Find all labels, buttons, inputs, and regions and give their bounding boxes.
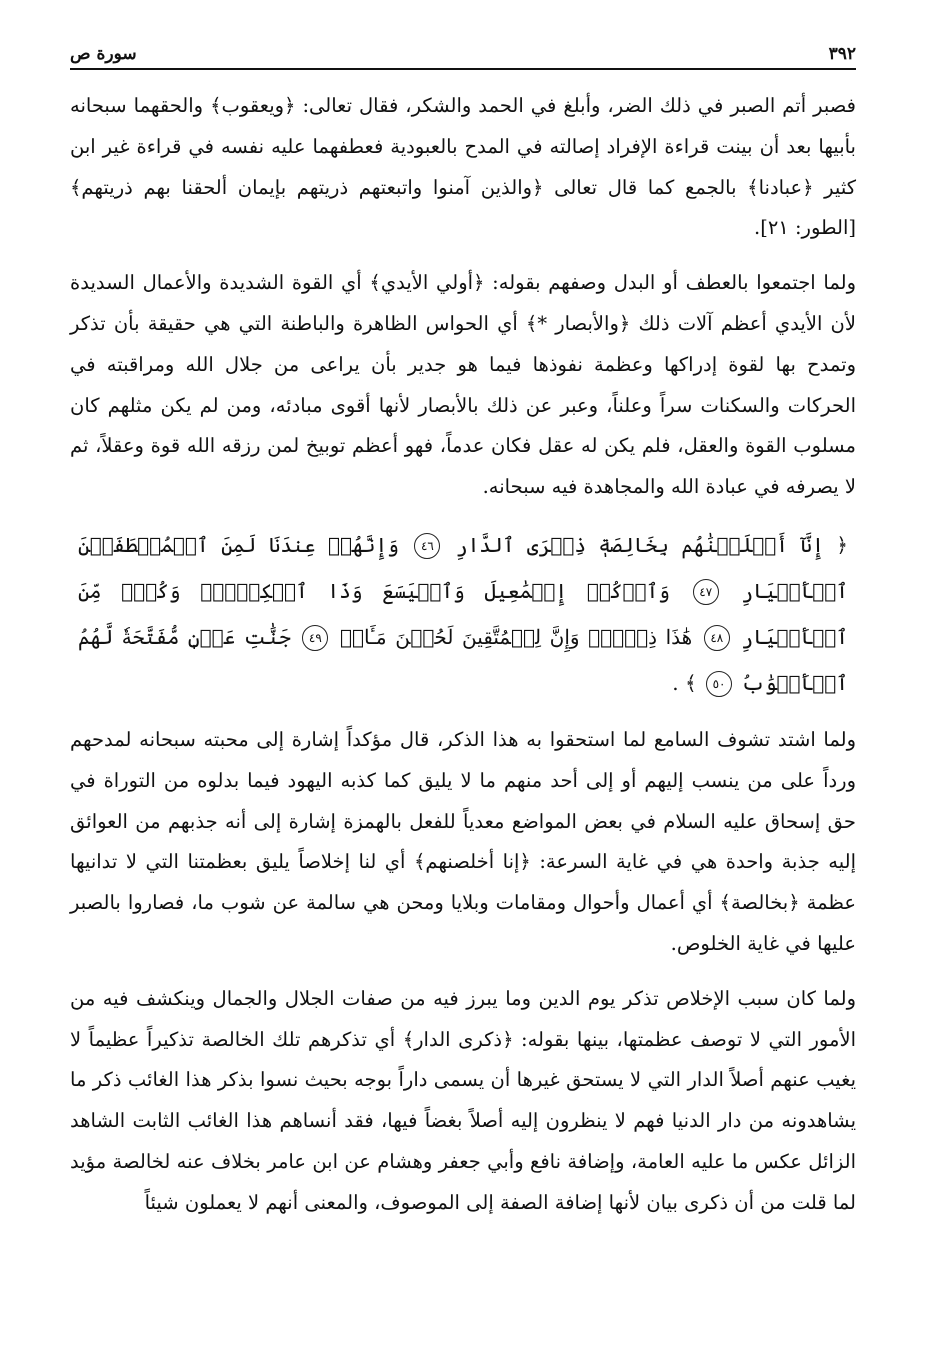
paragraph-1: فصبر أتم الصبر في ذلك الضر، وأبلغ في الحمد والشكر، فقال تعالى: ﴿ويعقوب﴾ والحقهما سبحانه بأبيها بعد أن بينت قراءة الإفراد إصالته في المدح بالعبودية فعطفهما عليه نفسه في قراءة غير ابن كثير ﴿عبادنا﴾ بالجمع كما قال تعالى ﴿والذين آمنوا واتبعتهم ذريتهم بإيمان ألحقنا بهم ذريتهم﴾ [الطور: ٢١]. bbox=[70, 94, 856, 240]
verse-47-text: وَإِنَّهُمۡ عِندَنَا لَمِنَ ٱلۡمُصۡطَفَيۡنَ ٱلۡأَخۡيَارِ bbox=[78, 532, 849, 603]
paragraph-4: ولما كان سبب الإخلاص تذكر يوم الدين وما يبرز فيه من صفات الجلال والجمال وينكشف فيه من الأمور التي لا توصف عظمتها، بينها بقوله: ﴿ذكرى الدار﴾ أي تذكرهم تلك الخالصة تذكيراً عظيماً لا يغيب عنهم أصلاً الدار التي لا يستحق غيرها أن يسمى داراً بوجه بحيث نسوا بذكر هذا الغائب ذكر ما يشاهدونه من دار الدنيا فهم لا ينظرون إليه أصلاً بغضاً فيها، فقد أنساهم هذا الغائب الثابت الشاهد الزائل عكس ما عليه العامة، وإضافة نافع وأبي جعفر وهشام عن ابن عامر بخلاف عنه لخالصة مؤيد لما قلت من أن ذكرى بيان لأنها إضافة الصفة إلى الموصوف، والمعنى أنهم لا يعملون شيئاً bbox=[70, 986, 856, 1214]
page-header bbox=[70, 38, 856, 70]
verse-49-number: ٤٩ bbox=[302, 625, 328, 651]
verse-49-text: هَٰذَا ذِكۡرٞۚ وَإِنَّ لِلۡمُتَّقِينَ لَحُسۡنَ مَـَٔابٖ bbox=[339, 624, 693, 649]
page-number: ٣٩٢ bbox=[828, 44, 856, 64]
surah-title: سورة ص bbox=[70, 44, 137, 64]
verse-close-bracket: ﴾ . bbox=[672, 670, 697, 695]
verse-48-text: وَٱذۡكُرۡ إِسۡمَٰعِيلَ وَٱلۡيَسَعَ وَذَا ٱلۡكِفۡلِۖ وَكُلّٞ مِّنَ ٱلۡأَخۡيَارِ bbox=[78, 578, 848, 649]
verse-open-bracket: ﴿ bbox=[836, 532, 849, 557]
verse-50-number: ٥٠ bbox=[706, 671, 732, 697]
paragraph-3: ولما اشتد تشوف السامع لما استحقوا به هذا الذكر، قال مؤكداً إشارة إلى محبته سبحانه لمدحهم ورداً على من ينسب إليهم أو إلى أحد منهم ما لا يليق كما كذبه اليهود فيما بدلوه من التوراة في حق إسحاق عليه السلام في بعض المواضع معدياً للفعل بالهمزة إشارة إلى أنه جذبهم من العوائق إليه جذبة واحدة هي في غاية السرعة: ﴿إنا أخلصنهم﴾ أي لنا إخلاصاً يليق بعظمتنا التي لا تدانيها عظمة ﴿بخالصة﴾ أي أعمال وأحوال ومقامات وبلايا ومحن هي سالمة عن شوب ما، فصاروا بالصبر عليها في غاية الخلوص. bbox=[70, 727, 856, 955]
verse-50-text: جَنَّٰتِ عَدۡنٖ مُّفَتَّحَةٗ لَّهُمُ ٱلۡأَبۡوَٰبُ bbox=[78, 624, 848, 695]
verse-47-number: ٤٧ bbox=[693, 579, 719, 605]
verse-46-text: إِنَّآ أَخۡلَصۡنَٰهُم بِخَالِصَةٖ ذِكۡرَى ٱلدَّارِ bbox=[455, 532, 824, 557]
quran-verses-block bbox=[70, 522, 856, 706]
verse-48-number: ٤٨ bbox=[704, 625, 730, 651]
page-body bbox=[70, 86, 856, 1224]
verse-46-number: ٤٦ bbox=[414, 533, 440, 559]
paragraph-2: ولما اجتمعوا بالعطف أو البدل وصفهم بقوله: ﴿أولي الأيدي﴾ أي القوة الشديدة والأعمال السديدة لأن الأيدي أعظم آلات ذلك ﴿والأبصار *﴾ أي الحواس الظاهرة والباطنة التي هي حقيقة بأن تذكر وتمدح بها لقوة إدراكها وعظمة نفوذها فيما هو جدير بأن يراعى من جلال الله ومراقبته في الحركات والسكنات سراً وعلناً، وعبر عن ذلك بالأبصار لأنها أقوى مبادئه، ومن لم يكن مثلهم كان مسلوب القوة والعقل، فلم يكن له عقل فكان عدماً، فهو أعظم توبيخ لمن رزقه الله قوة وعقلاً، ثم لا يصرفه في عبادة الله والمجاهدة فيه سبحانه. bbox=[70, 271, 856, 499]
